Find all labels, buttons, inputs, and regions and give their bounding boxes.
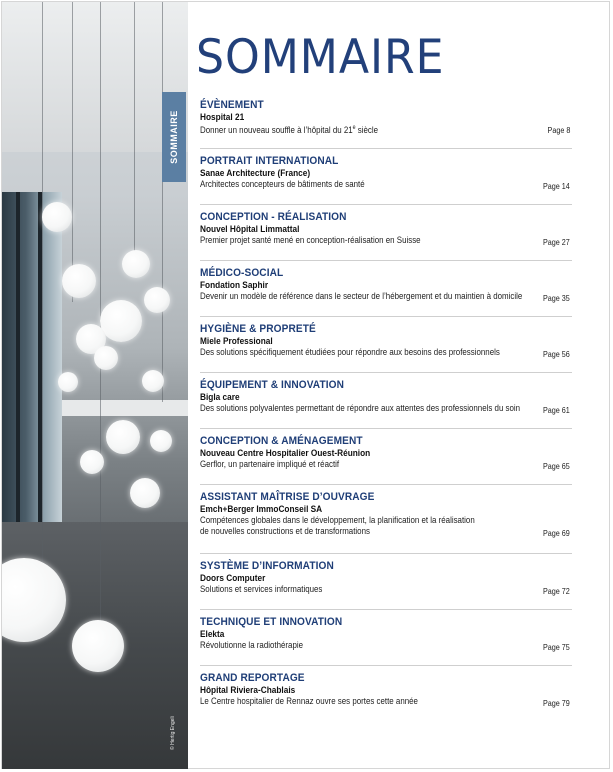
side-tab	[162, 92, 186, 182]
toc-section-title: SYSTÈME D’INFORMATION	[200, 560, 334, 572]
toc-section-title: CONCEPTION - RÉALISATION	[200, 211, 347, 223]
toc-entry[interactable]	[200, 378, 572, 429]
toc-page-number: Page 65	[543, 462, 570, 471]
toc-description: Solutions et services informatiques	[200, 584, 323, 594]
toc-entry[interactable]	[200, 266, 572, 317]
toc-entry[interactable]	[200, 671, 572, 722]
toc-subject: Nouvel Hôpital Limmattal	[200, 224, 300, 234]
toc-page-number: Page 8	[547, 126, 570, 135]
photo-ceiling	[2, 2, 188, 152]
toc-subject: Nouveau Centre Hospitalier Ouest-Réunion	[200, 448, 371, 458]
table-of-contents	[200, 98, 572, 727]
toc-description-line2: de nouvelles constructions et de transformations	[200, 526, 370, 536]
lamp-wire	[134, 2, 135, 262]
toc-description: Des solutions polyvalentes permettant de répondre aux attentes des professionnels du soin	[200, 403, 521, 413]
toc-entry[interactable]	[200, 434, 572, 485]
toc-section-title: ASSISTANT MAÎTRISE D’OUVRAGE	[200, 491, 375, 503]
toc-subject: Doors Computer	[200, 573, 266, 583]
toc-entry[interactable]	[200, 322, 572, 373]
toc-page-number: Page 14	[543, 182, 570, 191]
toc-section-title: PORTRAIT INTERNATIONAL	[200, 155, 339, 167]
lamp-globe	[100, 300, 142, 342]
side-tab-label: SOMMAIRE	[169, 110, 179, 164]
lamp-globe	[106, 420, 140, 454]
toc-description: Des solutions spécifiquement étudiées pour répondre aux besoins des professionnels	[200, 347, 500, 357]
toc-description: Le Centre hospitalier de Rennaz ouvre ses portes cette année	[200, 696, 418, 706]
toc-entry[interactable]	[200, 615, 572, 666]
toc-page-number: Page 35	[543, 294, 570, 303]
toc-description: Gerflor, un partenaire impliqué et réactif	[200, 459, 340, 469]
toc-description: Révolutionne la radiothérapie	[200, 640, 304, 650]
toc-section-title: ÉQUIPEMENT & INNOVATION	[200, 379, 344, 391]
toc-entry[interactable]	[200, 559, 572, 610]
lamp-globe	[72, 620, 124, 672]
lamp-globe	[62, 264, 96, 298]
lamp-globe	[80, 450, 104, 474]
toc-page-number: Page 61	[543, 406, 570, 415]
toc-entry[interactable]	[200, 98, 572, 149]
toc-subject: Fondation Saphir	[200, 280, 269, 290]
toc-section-title: GRAND REPORTAGE	[200, 672, 305, 684]
toc-section-title: HYGIÈNE & PROPRETÉ	[200, 323, 316, 335]
lamp-wire	[42, 2, 43, 562]
toc-section-title: TECHNIQUE ET INNOVATION	[200, 616, 343, 628]
toc-page-number: Page 75	[543, 643, 570, 652]
cover-photo	[2, 2, 188, 769]
toc-description: Premier projet santé mené en conception-réalisation en Suisse	[200, 235, 421, 245]
lamp-globe	[94, 346, 118, 370]
toc-subject: Hospital 21	[200, 112, 245, 122]
lamp-wire	[72, 2, 73, 302]
page-title: SOMMAIRE	[196, 30, 445, 85]
toc-entry[interactable]	[200, 210, 572, 261]
toc-entry[interactable]	[200, 154, 572, 205]
toc-page-number: Page 72	[543, 587, 570, 596]
toc-description: Devenir un modèle de référence dans le secteur de l’hébergement et du maintien à domicile	[200, 291, 523, 301]
toc-page-number: Page 27	[543, 238, 570, 247]
toc-subject: Elekta	[200, 629, 225, 639]
toc-section-title: CONCEPTION & AMÉNAGEMENT	[200, 435, 363, 447]
lamp-globe	[142, 370, 164, 392]
toc-description: Compétences globales dans le développement, la planification et la réalisation	[200, 515, 475, 525]
lamp-globe	[144, 287, 170, 313]
lamp-globe	[130, 478, 160, 508]
lamp-globe	[42, 202, 72, 232]
toc-section-title: MÉDICO-SOCIAL	[200, 267, 284, 279]
photo-beam	[62, 400, 188, 416]
lamp-globe	[150, 430, 172, 452]
lamp-wire	[162, 2, 163, 402]
toc-entry[interactable]	[200, 490, 572, 554]
toc-subject: Bigla care	[200, 392, 240, 402]
toc-subject: Emch+Berger ImmoConseil SA	[200, 504, 323, 514]
toc-description: Donner un nouveau souffle à l’hôpital du 21e siècle	[200, 125, 379, 135]
toc-page-number: Page 56	[543, 350, 570, 359]
lamp-globe	[122, 250, 150, 278]
lamp-globe	[58, 372, 78, 392]
toc-page-number: Page 69	[543, 529, 570, 538]
toc-description: Architectes concepteurs de bâtiments de santé	[200, 179, 365, 189]
photo-credit: © Hertig Engeli	[170, 716, 176, 750]
toc-page-number: Page 79	[543, 699, 570, 708]
toc-subject: Miele Professional	[200, 336, 273, 346]
toc-subject: Hôpital Riviera-Chablais	[200, 685, 296, 695]
toc-subject: Sanae Architecture (France)	[200, 168, 311, 178]
toc-section-title: ÉVÈNEMENT	[200, 99, 264, 111]
